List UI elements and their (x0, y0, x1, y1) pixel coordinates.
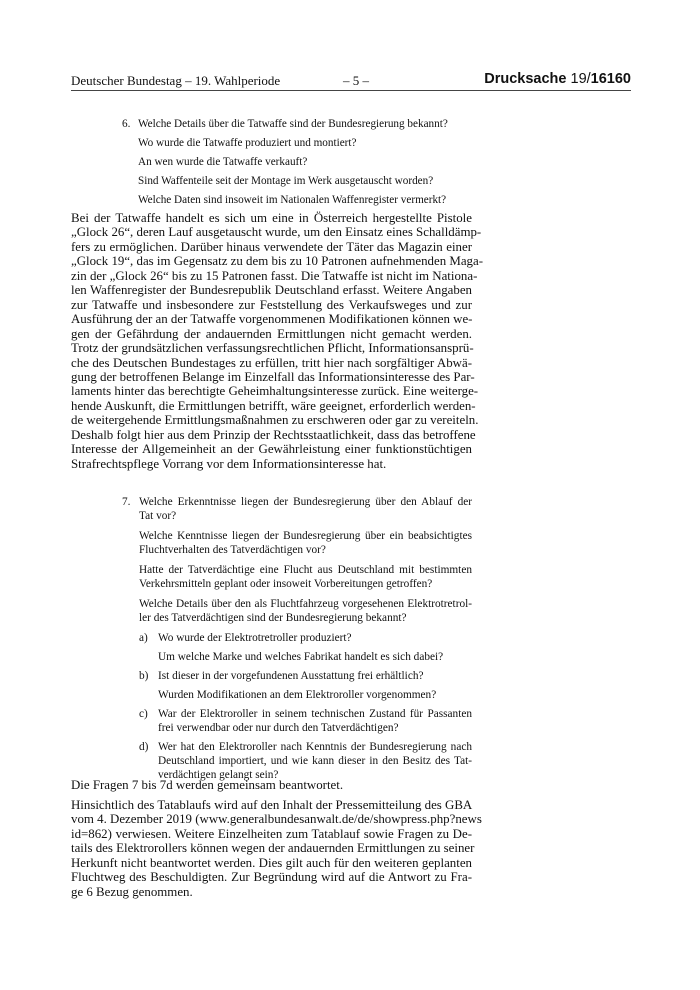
question-number: 6. (122, 118, 131, 130)
text-line: Hatte der Tatverdächtige eine Flucht aus Deutschland mit bestimmten (139, 564, 472, 576)
text-line: hende Auskunft, die Ermittlungen betrifft, wäre geeignet, erforderlich werden- (71, 398, 476, 413)
text-line: Welche Erkenntnisse liegen der Bundesregierung über den Ablauf der (139, 496, 472, 508)
text-line: Fluchtweg des Beschuldigten. Zur Begründung wird auf die Antwort zu Fra- (71, 870, 472, 885)
question-line: Welche Details über die Tatwaffe sind der Bundesregierung bekannt? (138, 118, 448, 130)
sub-question-label: b) (139, 670, 149, 682)
sub-question (122, 631, 472, 645)
text-line: laments hinter das berechtigte Geheimhaltungsinteresse zurück. Eine weiterge- (71, 384, 479, 399)
text-line: gung der betroffenen Belange im Einzelfall das Informationsinteresse des Par- (71, 369, 475, 384)
question-line: Sind Waffenteile seit der Montage im Werk ausgetauscht worden? (138, 175, 434, 187)
sub-question-line: Um welche Marke und welches Fabrikat handelt es sich dabei? (158, 651, 444, 663)
header-parliament: Deutscher Bundestag – 19. Wahlperiode (71, 73, 281, 88)
text-line: Deshalb folgt hier aus dem Prinzip der Rechtsstaatlichkeit, dass das betroffene (71, 427, 476, 442)
sub-question-label: c) (139, 708, 148, 720)
answer-line: Die Fragen 7 bis 7d werden gemeinsam beantwortet. (71, 778, 344, 792)
question-line: Welche Daten sind insoweit im Nationalen Waffenregister vermerkt? (138, 194, 447, 206)
text-line: vom 4. Dezember 2019 (www.generalbundesanwalt.de/de/showpress.php?news (71, 812, 482, 827)
question-paragraph (122, 529, 472, 557)
text-line: Verkehrsmitteln geplant oder insoweit Vorbereitungen getroffen? (139, 578, 433, 590)
text-line: Deutschland importiert, und wie kann dieser in den Besitz des Tat- (158, 755, 472, 767)
text-line: Herkunft nicht beantwortet werden. Dies gilt auch für den weiteren geplanten (71, 855, 472, 870)
text-line: gen der Gefährdung der andauernden Ermittlungen nicht gemacht werden. (71, 326, 472, 341)
doc-number: 16160 (590, 71, 631, 87)
text-line: id=862) verwiesen. Weitere Einzelheiten zum Tatablauf sowie Fragen zu De- (71, 826, 472, 841)
question-line: An wen wurde die Tatwaffe verkauft? (138, 156, 308, 168)
sub-question-label: a) (139, 632, 148, 644)
answer-7 (71, 798, 482, 899)
question-paragraph (122, 563, 472, 591)
sub-question-line: Wurden Modifikationen an dem Elektroroller vorgenommen? (158, 689, 437, 701)
answer-7-intro (71, 778, 472, 792)
text-line: fers zu ermöglichen. Darüber hinaus verwendete der Täter das Magazin einer (71, 239, 472, 254)
text-line: Hinsichtlich des Tatablaufs wird auf den Inhalt der Pressemitteilung des GBA (71, 798, 473, 812)
text-line: Fluchtverhalten des Tatverdächtigen vor? (139, 544, 326, 556)
text-line: de weitergehende Ermittlungsmaßnahmen zu erschweren oder gar zu vereiteln. (71, 413, 479, 428)
text-line: „Glock 26“, deren Lauf ausgetauscht wurde, um den Einsatz eines Schalldämp- (71, 225, 482, 240)
page-number: – 5 – (343, 73, 369, 88)
question-7 (122, 495, 472, 787)
sub-question (122, 740, 472, 782)
text-line: che des Deutschen Bundestages zu erfüllen, tritt hier nach sorgfältiger Abwä- (71, 355, 472, 370)
text-line: „Glock 19“, das im Gegensatz zu dem bis zu 10 Patronen aufnehmenden Maga- (71, 254, 484, 269)
text-line: Trotz der grundsätzlichen verfassungsrechtlichen Pflicht, Informationsansprü- (71, 341, 474, 356)
question-number: 7. (122, 496, 131, 508)
page-header (71, 72, 631, 91)
text-line: Welche Kenntnisse liegen der Bundesregierung über ein beabsichtigtes (139, 530, 472, 542)
text-line: len Waffenregister der Bundesrepublik Deutschland erfasst. Weitere Angaben (71, 283, 472, 298)
text-line: zin der „Glock 26“ bis zu 15 Patronen fasst. Die Tatwaffe ist nicht im Nationa- (71, 268, 478, 283)
text-line: frei verwendbar oder nur durch den Tatverdächtigen? (158, 722, 399, 734)
text-line: tails des Elektrorollers können wegen der andauernden Ermittlungen zu seiner (71, 841, 475, 856)
text-line: Welche Details über den als Fluchtfahrzeug vorgesehenen Elektrotretrol- (139, 598, 472, 610)
question-6 (122, 117, 448, 212)
sub-question (122, 669, 472, 683)
question-paragraph (122, 495, 472, 523)
text-line: Ist dieser in der vorgefundenen Ausstattung frei erhältlich? (158, 670, 424, 682)
answer-6 (71, 211, 484, 471)
text-line: Wo wurde der Elektrotretroller produziert? (158, 632, 352, 644)
text-line: War der Elektroroller in seinem technischen Zustand für Passanten (158, 708, 472, 720)
text-line: ge 6 Bezug genommen. (71, 884, 193, 899)
doc-prefix: 19/ (570, 71, 591, 87)
text-line: Tat vor? (139, 510, 177, 522)
doc-label: Drucksache (484, 71, 571, 87)
text-line: Wer hat den Elektroroller nach Kenntnis der Bundesregierung nach (158, 741, 472, 753)
sub-question (122, 707, 472, 735)
text-line: Interesse der Allgemeinheit an der Gewährleistung einer funktionstüchtigen (71, 442, 472, 457)
question-paragraph (122, 597, 472, 625)
text-line: ler des Tatverdächtigen sind der Bundesregierung bekannt? (139, 612, 407, 624)
text-line: zur Tatwaffe und insbesondere zur Feststellung des Verkaufsweges und zur (71, 297, 472, 312)
sub-question-label: d) (139, 741, 149, 753)
text-line: verdächtigen gelangt sein? (158, 769, 279, 781)
text-line: Bei der Tatwaffe handelt es sich um eine in Österreich hergestellte Pistole (71, 211, 472, 225)
question-line: Wo wurde die Tatwaffe produziert und montiert? (138, 137, 357, 149)
document-number (484, 71, 631, 87)
text-line: Ausführung der an der Tatwaffe vorgenommenen Modifikationen können we- (71, 312, 473, 327)
text-line: Strafrechtspflege Vorrang vor dem Informationsinteresse hat. (71, 456, 387, 471)
